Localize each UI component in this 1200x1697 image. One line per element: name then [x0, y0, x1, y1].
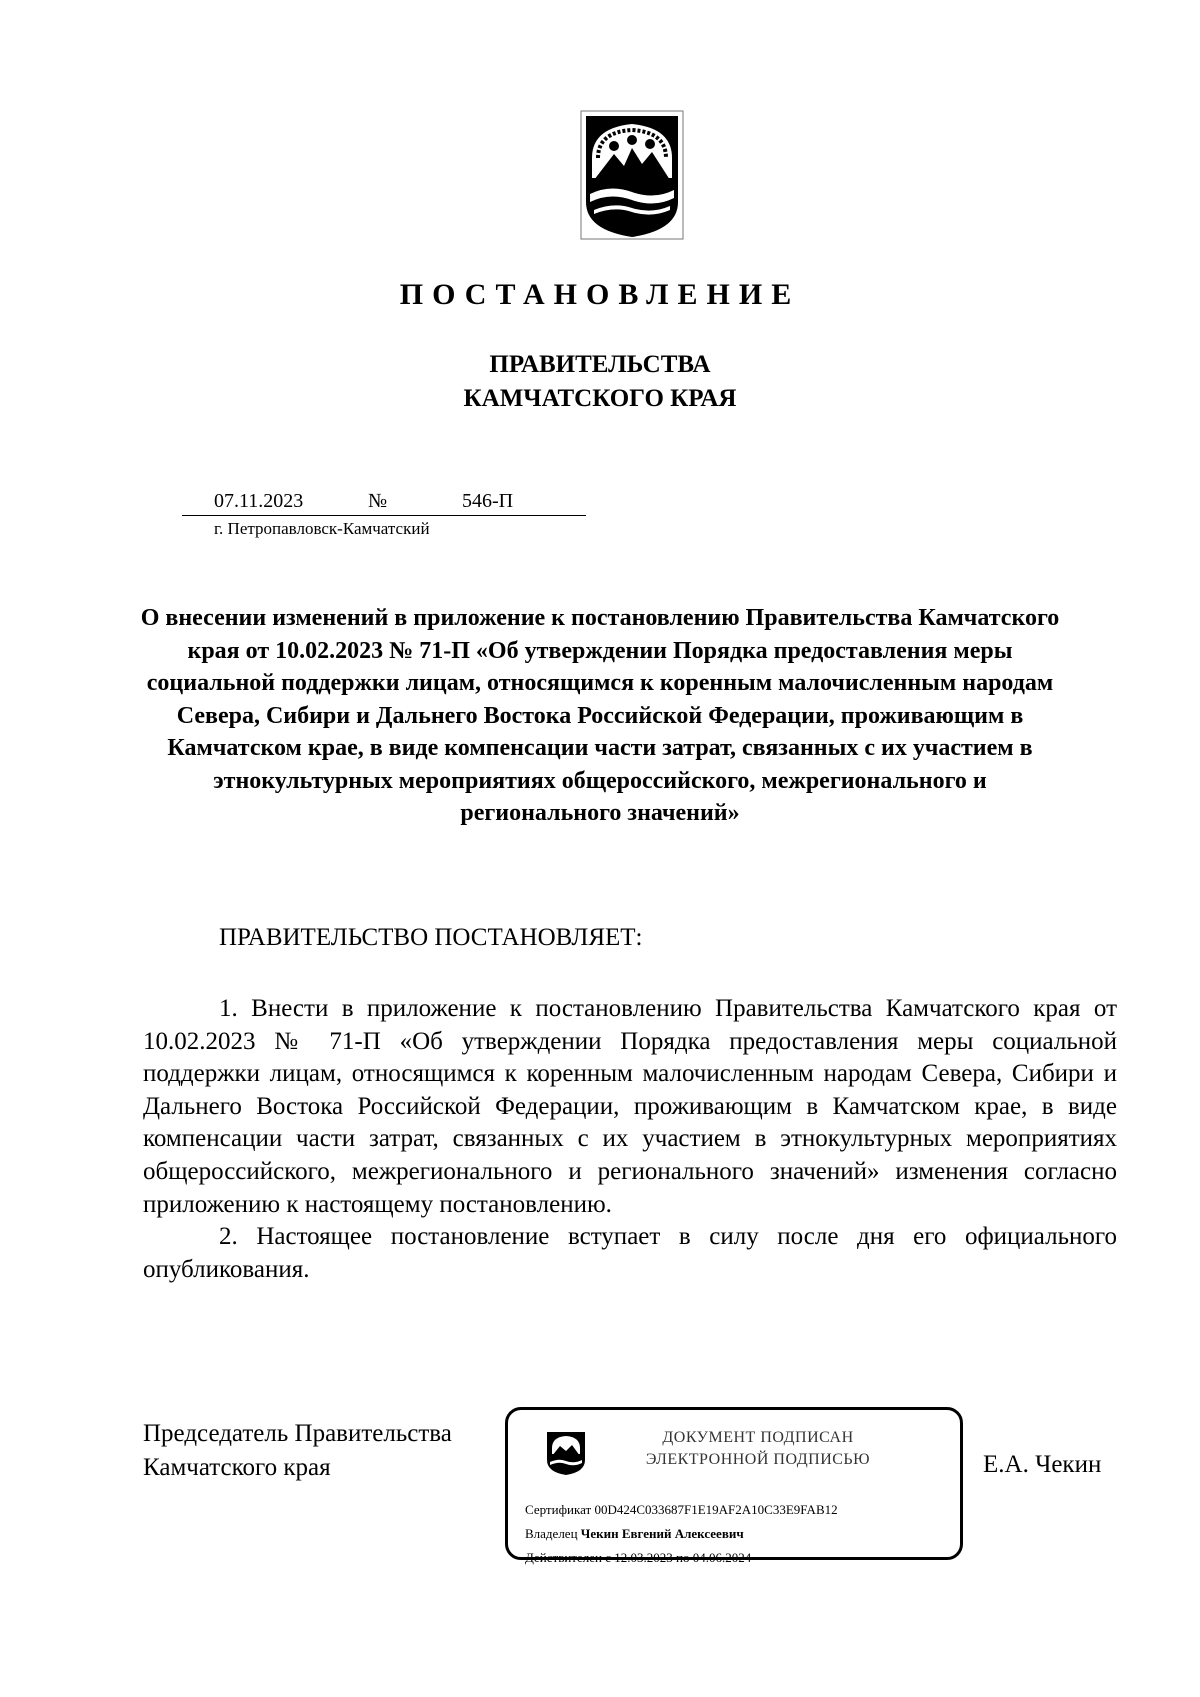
signatory-position-line-1: Председатель Правительства: [143, 1420, 452, 1447]
stamp-title-line-2: ЭЛЕКТРОННОЙ ПОДПИСЬЮ: [645, 1451, 871, 1468]
paragraph-1: 1. Внести в приложение к постановлению Правительства Камчатского края от 10.02.2023 № 71-П «Об утверждении Порядка предоставления меры социальной поддержки лицам, относящимся к коренным малочисленным народам Севера, Сибири и Дальнего Востока Российской Федерации, проживающим в Камчатском крае, в виде компенсации части затрат, связанных с их участием в этнокультурных мероприятиях общероссийского, межрегионального и регионального значений» изменения согласно приложению к настоящему постановлению.: [143, 995, 1117, 1218]
issuer-line-2: КАМЧАТСКОГО КРАЯ: [463, 385, 737, 412]
issuer-block: [0, 348, 1200, 416]
issuer-line-1: ПРАВИТЕЛЬСТВА: [489, 351, 711, 378]
certificate-value: 00D424C033687F1E19AF2A10C33E9FAB12: [594, 1502, 838, 1517]
meta-underline: [182, 515, 586, 516]
electronic-signature-stamp: [505, 1407, 963, 1565]
valid-label: Действителен с: [525, 1550, 611, 1565]
document-body: [143, 993, 1117, 1286]
kamchatka-coat-of-arms-icon: [580, 110, 684, 240]
number-sign: №: [368, 490, 388, 512]
signatory-position: [143, 1417, 452, 1485]
decree-phrase: ПРАВИТЕЛЬСТВО ПОСТАНОВЛЯЕТ:: [219, 924, 643, 951]
stamp-emblem-icon: [545, 1430, 587, 1476]
valid-to-label: по: [676, 1550, 690, 1565]
stamp-certificate-row: [525, 1502, 838, 1518]
stamp-validity-row: [525, 1550, 751, 1566]
certificate-label: Сертификат: [525, 1502, 592, 1517]
document-subject: О внесении изменений в приложение к постановлению Правительства Камчатского края от 10.02.2023 № 71-П «Об утверждении Порядка предоставления меры социальной поддержки лицам, относящимся к коренным малочисленным народам Севера, Сибири и Дальнего Востока Российской Федерации, проживающим в Камчатском крае, в виде компенсации части затрат, связанных с их участием в этнокультурных мероприятиях общероссийского, межрегионального и регионального значений»: [140, 605, 1060, 826]
stamp-owner-row: [525, 1526, 744, 1542]
signatory-position-line-2: Камчатского края: [143, 1454, 331, 1481]
stamp-title-line-1: ДОКУМЕНТ ПОДПИСАН: [662, 1429, 854, 1446]
owner-label: Владелец: [525, 1526, 578, 1541]
paragraph-2: 2. Настоящее постановление вступает в силу после дня его официального опубликования.: [143, 1223, 1117, 1283]
owner-value: Чекин Евгений Алексеевич: [580, 1526, 744, 1541]
document-city: г. Петропавловск-Камчатский: [214, 519, 430, 538]
signatory-name: Е.А. Чекин: [983, 1451, 1102, 1478]
document-date: 07.11.2023: [214, 490, 304, 512]
valid-from: 12.03.2023: [614, 1550, 673, 1565]
stamp-title: [628, 1427, 888, 1471]
document-type-title: ПОСТАНОВЛЕНИЕ: [399, 278, 801, 311]
valid-to: 04.06.2024: [692, 1550, 752, 1565]
document-number: 546-П: [462, 490, 514, 512]
